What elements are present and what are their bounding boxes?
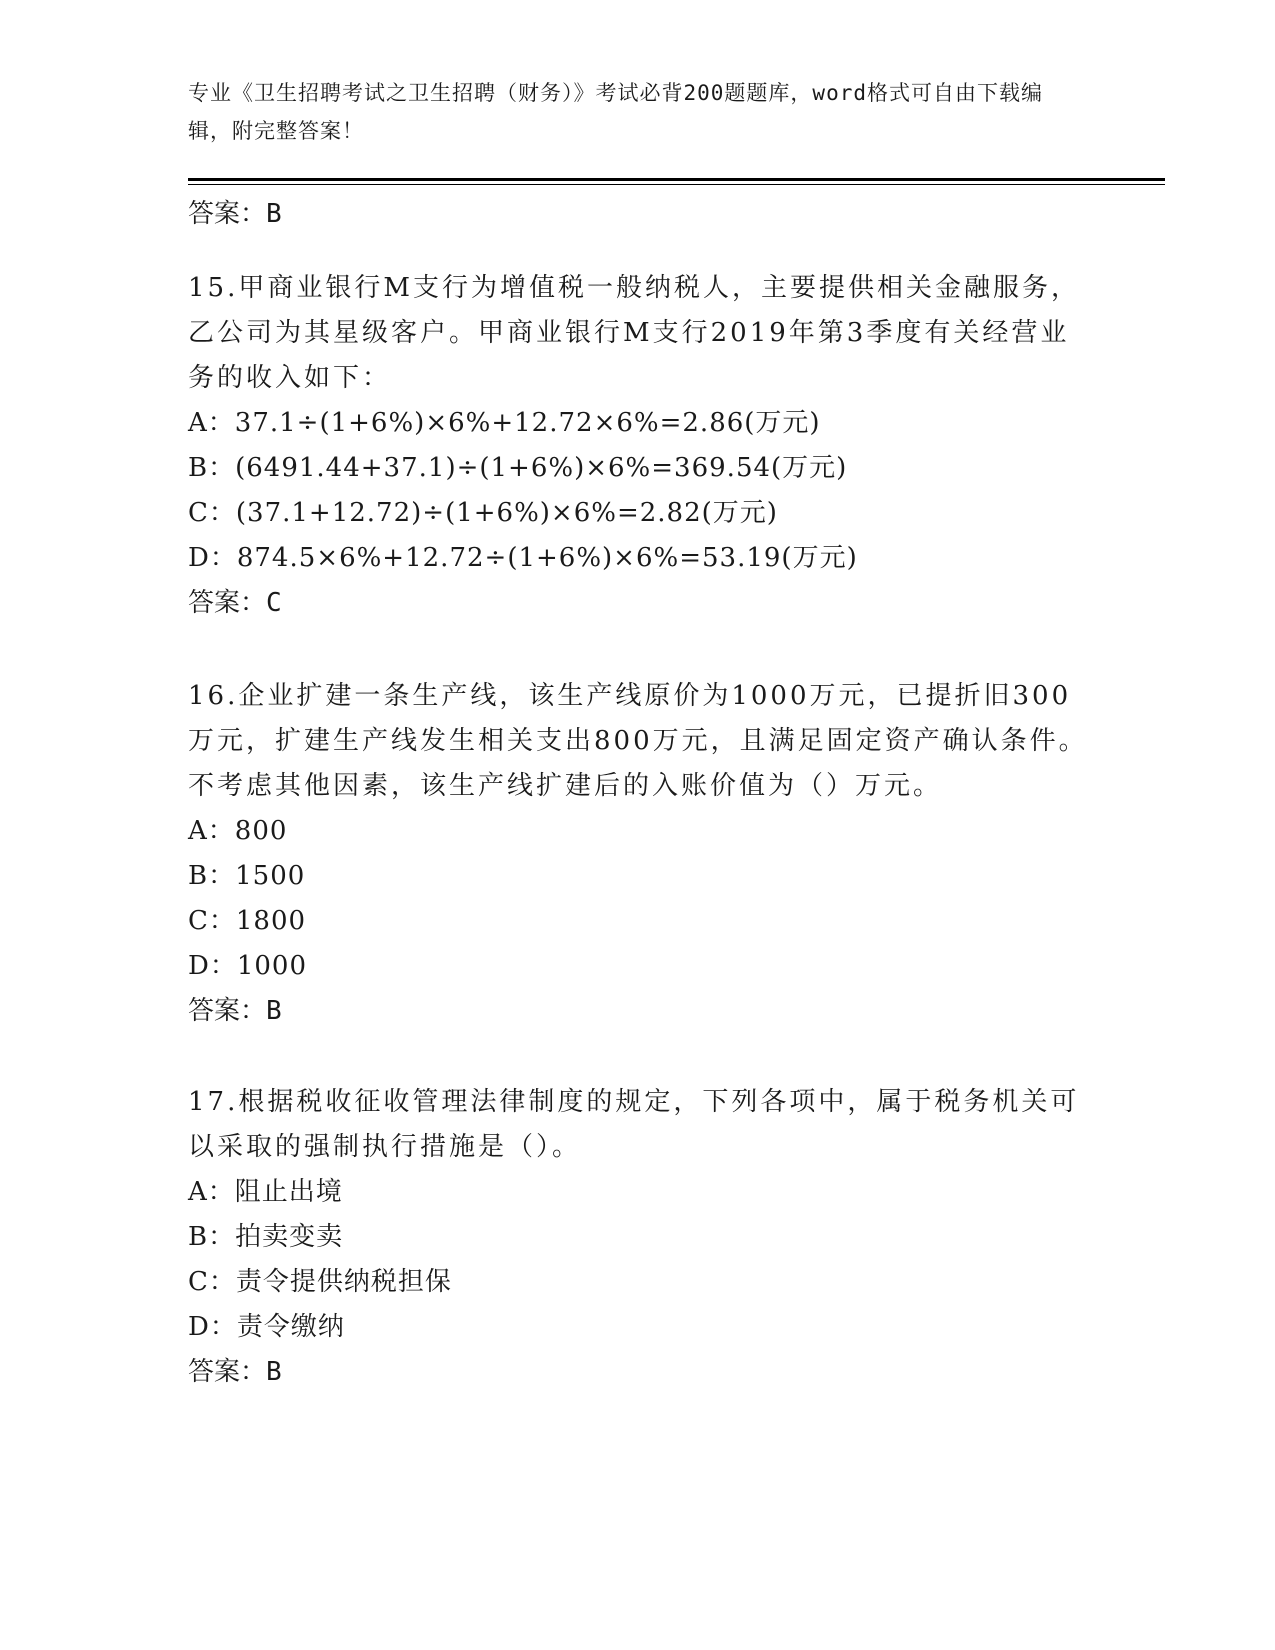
answer-label: 答案：B	[188, 1357, 282, 1387]
question-16	[188, 674, 1088, 1033]
question-17	[188, 1080, 1088, 1394]
option-d: D：874.5×6%+12.72÷(1+6%)×6%=53.19(万元)	[188, 543, 858, 573]
option-c: C：责令提供纳税担保	[188, 1267, 452, 1297]
header-divider-thick	[188, 178, 1165, 181]
option-b: B：(6491.44+37.1)÷(1+6%)×6%=369.54(万元)	[188, 453, 848, 483]
option-a: A：37.1÷(1+6%)×6%+12.72×6%=2.86(万元)	[188, 408, 821, 438]
answer-label: 答案：B	[188, 199, 282, 229]
option-d: D：责令缴纳	[188, 1312, 345, 1342]
document-header: 专业《卫生招聘考试之卫生招聘（财务）》考试必背200题题库，word格式可自由下载编辑，附完整答案！	[188, 81, 1043, 143]
option-a: A：800	[188, 816, 288, 846]
option-b: B：1500	[188, 861, 306, 891]
question-stem: 16.企业扩建一条生产线，该生产线原价为1000万元，已提折旧300万元，扩建生产线发生相关支出800万元，且满足固定资产确认条件。不考虑其他因素，该生产线扩建后的入账价值为（）万元。	[188, 681, 1088, 801]
option-d: D：1000	[188, 951, 308, 981]
question-15	[188, 266, 1088, 625]
answer-label: 答案：C	[188, 588, 282, 618]
option-c: C：(37.1+12.72)÷(1+6%)×6%=2.82(万元)	[188, 498, 778, 528]
answer-label: 答案：B	[188, 996, 282, 1026]
question-stem: 17.根据税收征收管理法律制度的规定，下列各项中，属于税务机关可以采取的强制执行措施是（）。	[188, 1087, 1080, 1162]
option-b: B：拍卖变卖	[188, 1222, 344, 1252]
option-c: C：1800	[188, 906, 307, 936]
option-a: A：阻止出境	[188, 1177, 343, 1207]
question-stem: 15.甲商业银行M支行为增值税一般纳税人，主要提供相关金融服务，乙公司为其星级客户。甲商业银行M支行2019年第3季度有关经营业务的收入如下：	[188, 273, 1080, 393]
header-divider-thin	[188, 184, 1165, 185]
